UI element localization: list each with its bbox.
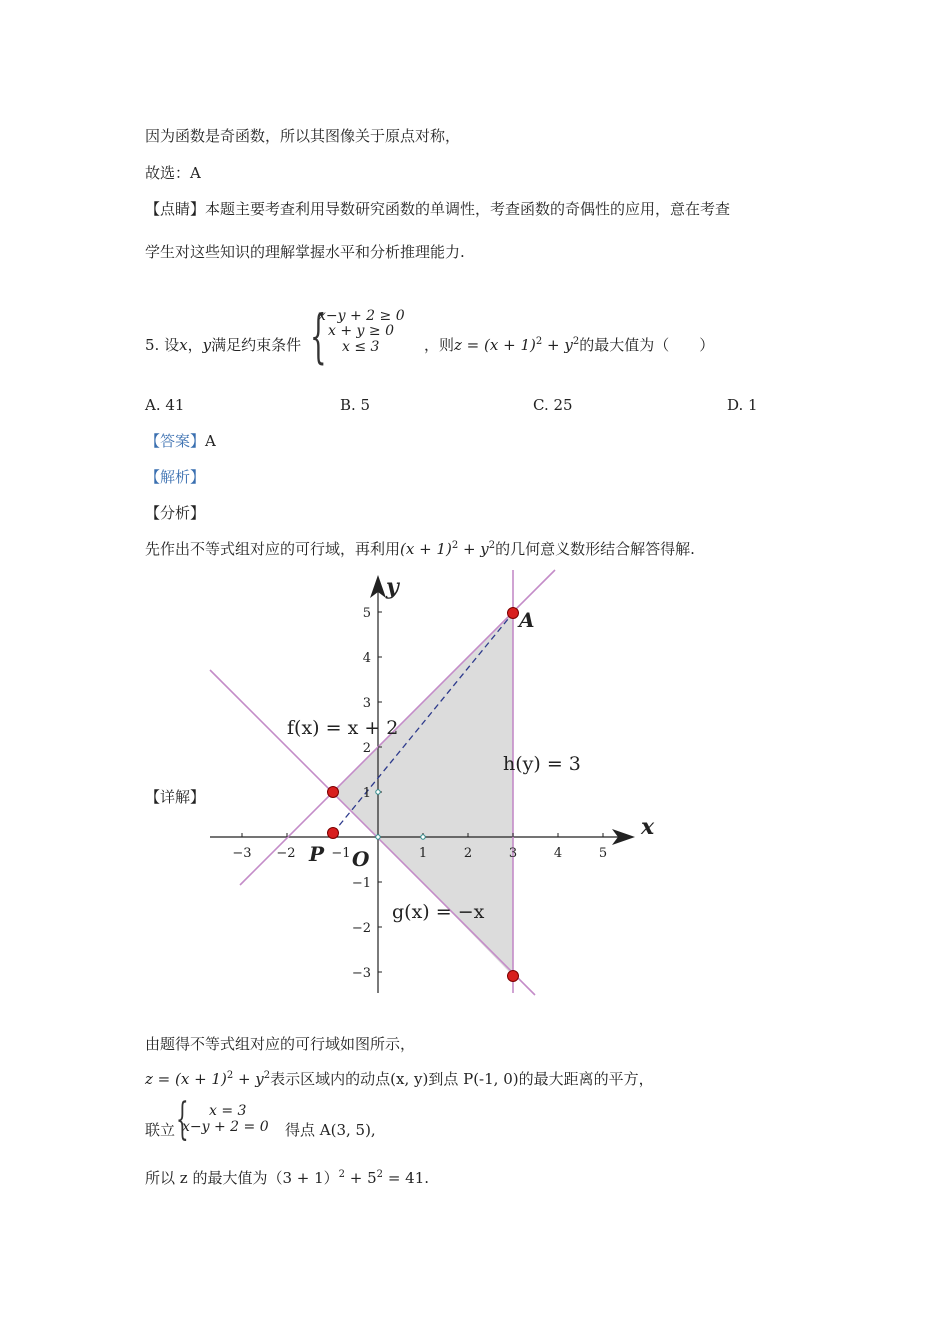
constraint-1: x−y + 2 ≥ 0: [318, 308, 405, 324]
point-p: [328, 828, 339, 839]
detail-heading: 【详解】: [145, 788, 206, 806]
x-tick-label: 5: [598, 846, 608, 861]
x-tick-label: −2: [276, 846, 296, 861]
constraint-3: x ≤ 3: [342, 339, 380, 355]
question-stem: 5. 设x，y满足约束条件: [145, 336, 302, 354]
y-tick-label: 5: [362, 606, 371, 621]
point-a: [508, 608, 519, 619]
x-tick-label: 4: [553, 846, 563, 861]
y-tick-label: −2: [351, 921, 371, 936]
point-vertex-bottom: [508, 971, 519, 982]
solution-line-2: $z = (x + 1)^2 + y^2$表示区域内的动点(x, y)到点 P(-1, 0)的最大距离的平方，: [145, 1070, 654, 1088]
solution-line-3-prefix: 联立: [145, 1121, 176, 1139]
comment-line-1: 【点睛】本题主要考查利用导数研究函数的单调性，考查函数的奇偶性的应用，意在考查: [145, 200, 731, 218]
solution-line-3-result: 得点 A(3, 5),: [285, 1121, 376, 1139]
x-tick-label: 1: [418, 846, 428, 861]
x-tick-label: 2: [463, 846, 473, 861]
x-axis-label: x: [641, 814, 655, 840]
marker-x1: [421, 835, 425, 839]
origin-label: O: [352, 847, 370, 871]
point-p-label: P: [309, 842, 325, 866]
jiexi-heading: 【解析】: [145, 468, 206, 486]
point-vertex-left: [328, 787, 339, 798]
option-b: B. 5: [340, 396, 371, 414]
system-eq-1: x = 3: [209, 1103, 247, 1119]
solution-line-4: 所以 z 的最大值为$(3 + 1)^2 + 5^2 = 41$.: [145, 1169, 430, 1187]
y-tick-label: 4: [362, 651, 371, 666]
constraint-brace: {: [310, 302, 327, 370]
f-label: f(x) = x + 2: [287, 717, 399, 739]
comment-line-2: 学生对这些知识的理解掌握水平和分析推理能力.: [145, 243, 465, 261]
line-choice: 故选：A: [145, 164, 201, 182]
x-tick-label: 3: [508, 846, 518, 861]
constraint-2: x + y ≥ 0: [328, 323, 394, 339]
y-axis-label: y: [386, 574, 399, 600]
y-tick-label: −1: [351, 876, 371, 891]
y-tick-label: 2: [362, 741, 371, 756]
y-tick-label: 1: [362, 786, 371, 801]
question-objective: ，则$z = (x + 1)^2 + y^2$的最大值为（ ）: [424, 336, 715, 354]
feasible-region-graph: [205, 566, 665, 998]
g-label: g(x) = −x: [392, 901, 485, 923]
solution-line-1: 由题得不等式组对应的可行域如图所示，: [145, 1035, 416, 1053]
analysis-line: 先作出不等式组对应的可行域，再利用$(x + 1)^2 + y^2$的几何意义数形结合解答得解.: [145, 540, 695, 558]
x-tick-label: −1: [331, 846, 351, 861]
marker-origin: [376, 835, 380, 839]
y-tick-label: 3: [362, 696, 371, 711]
fenxi-heading: 【分析】: [145, 504, 206, 522]
option-c: C. 25: [533, 396, 573, 414]
h-label: h(y) = 3: [503, 753, 581, 775]
option-d: D. 1: [727, 396, 758, 414]
marker-y1: [376, 790, 380, 794]
option-a: A. 41: [145, 396, 185, 414]
point-a-label: A: [519, 608, 535, 632]
system-brace: {: [176, 1094, 189, 1145]
answer-line: 【答案】A: [145, 432, 216, 450]
x-tick-label: −3: [232, 846, 252, 861]
y-tick-label: −3: [351, 966, 371, 981]
system-eq-2: x−y + 2 = 0: [182, 1119, 269, 1135]
line-odd-function: 因为函数是奇函数，所以其图像关于原点对称，: [145, 127, 461, 145]
